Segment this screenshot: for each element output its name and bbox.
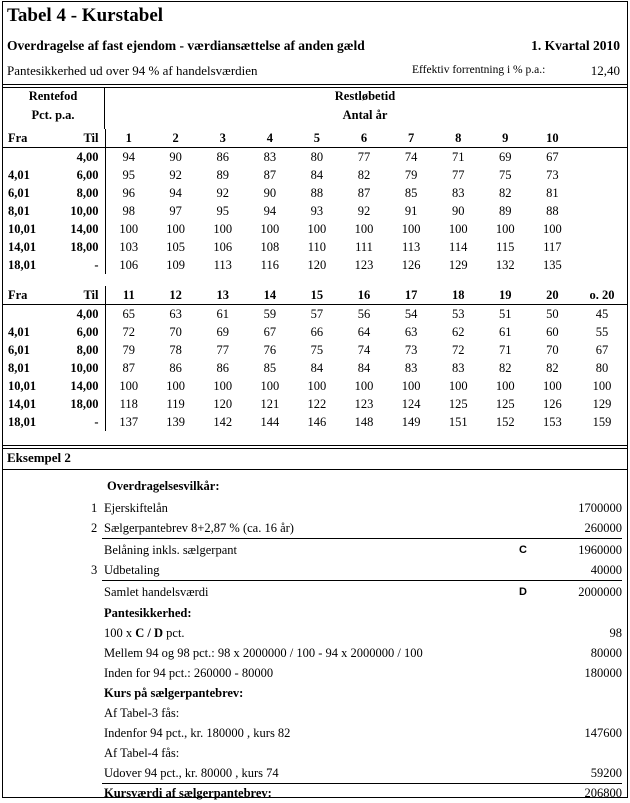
total-label: Kursværdi af sælgerpantebrev: bbox=[104, 786, 272, 800]
kurs-value-cell: 74 bbox=[404, 150, 418, 164]
period: 1. Kvartal 2010 bbox=[531, 38, 620, 53]
sum-line-1 bbox=[102, 538, 622, 539]
subtitle: Overdragelse af fast ejendom - værdiansættelse af anden gæld bbox=[7, 38, 365, 53]
belaning-mark: C bbox=[519, 544, 527, 556]
kurs-value-cell: 123 bbox=[354, 397, 374, 411]
table-row bbox=[2, 377, 628, 395]
kurs-value-cell: 86 bbox=[216, 361, 229, 375]
kurs-value-cell: 137 bbox=[119, 415, 139, 429]
kurs-value-cell: 89 bbox=[216, 168, 229, 182]
kurs-value-cell: 56 bbox=[357, 307, 371, 321]
table-row bbox=[2, 238, 628, 256]
security-text: Pantesikkerhed ud over 94 % af handelsværdien bbox=[7, 63, 258, 78]
col-header-year: 1 bbox=[105, 129, 152, 148]
item1-num: 1 bbox=[91, 501, 98, 515]
kurs-value-cell: 54 bbox=[404, 307, 418, 321]
kurs-value-cell: 126 bbox=[543, 397, 562, 411]
kurs-value-cell: 87 bbox=[122, 361, 136, 375]
kurs-value-cell: 61 bbox=[499, 325, 512, 339]
samlet-mark: D bbox=[519, 586, 527, 598]
kurs-value-cell: 53 bbox=[451, 307, 465, 321]
kurs-value-cell: 100 bbox=[448, 379, 468, 393]
kurs-value-cell: 64 bbox=[357, 325, 371, 339]
kurs-value-cell: 100 bbox=[307, 222, 327, 236]
kurs1-label: Af Tabel-3 fås: bbox=[104, 706, 180, 720]
table-column-header-row bbox=[2, 129, 628, 148]
item3-value: 40000 bbox=[590, 563, 622, 577]
kurs-value-cell: 72 bbox=[122, 325, 136, 339]
item2-value: 260000 bbox=[584, 521, 622, 535]
pct-label: Pct. p.a. bbox=[31, 108, 75, 122]
kurs-value-cell: 87 bbox=[357, 186, 371, 200]
rate-to: - bbox=[54, 413, 105, 431]
kurs-value-cell: 135 bbox=[543, 258, 562, 272]
table-row bbox=[2, 395, 628, 413]
rate-from bbox=[2, 148, 54, 167]
kurs-value-cell bbox=[576, 256, 628, 274]
col-header-year: 10 bbox=[529, 129, 576, 148]
item3-num: 3 bbox=[91, 563, 98, 577]
kurs-value-cell bbox=[576, 220, 628, 238]
kurs-value-cell: 116 bbox=[260, 258, 279, 272]
kurs-value-cell: 88 bbox=[310, 186, 324, 200]
col-header-year: 20 bbox=[529, 286, 576, 305]
col-header-year: 6 bbox=[340, 129, 387, 148]
kurs-value-cell: 77 bbox=[451, 168, 465, 182]
item1-value: 1700000 bbox=[578, 501, 622, 515]
kurs-value-cell: 125 bbox=[448, 397, 468, 411]
item2-label: Sælgerpantebrev 8+2,87 % (ca. 16 år) bbox=[104, 521, 294, 535]
col-header-til: Til bbox=[54, 129, 105, 148]
kurs-value-cell: 81 bbox=[546, 186, 559, 200]
table-row bbox=[2, 148, 628, 167]
kurs-value-cell: 74 bbox=[357, 343, 371, 357]
kurs-value-cell: 70 bbox=[546, 343, 559, 357]
kurstabel-table-1 bbox=[2, 129, 628, 274]
kurs-value-cell: 79 bbox=[404, 168, 418, 182]
kurs-value-cell: 119 bbox=[166, 397, 185, 411]
rate-to: 14,00 bbox=[54, 377, 105, 395]
kurs-value-cell bbox=[576, 238, 628, 256]
kurs-value-cell: 100 bbox=[592, 379, 612, 393]
kurs-value-cell: 100 bbox=[260, 379, 280, 393]
rate-to: 18,00 bbox=[54, 395, 105, 413]
kurs-value-cell: 61 bbox=[216, 307, 229, 321]
example-heading-divider bbox=[2, 469, 628, 470]
pant1-label-a: 100 x bbox=[104, 626, 136, 640]
samlet-label: Samlet handelsværdi bbox=[104, 585, 209, 599]
col-header-year: 11 bbox=[105, 286, 152, 305]
table-row bbox=[2, 359, 628, 377]
col-header-fra: Fra bbox=[2, 286, 54, 305]
kurs-value-cell: 120 bbox=[213, 397, 233, 411]
kurs-value-cell: 95 bbox=[216, 204, 229, 218]
rate-from: 18,01 bbox=[8, 258, 37, 272]
kurs-value-cell: 62 bbox=[451, 325, 465, 339]
kurs-value-cell: 76 bbox=[263, 343, 277, 357]
rate-from: 10,01 bbox=[8, 222, 37, 236]
interest-label: Effektiv forrentning i % p.a.: bbox=[412, 64, 546, 76]
page-title: Tabel 4 - Kurstabel bbox=[7, 5, 164, 26]
example-top-divider bbox=[2, 445, 628, 449]
kurs-value-cell: 144 bbox=[260, 415, 280, 429]
kurs-value-cell: 113 bbox=[401, 240, 421, 254]
kurs-value-cell: 117 bbox=[543, 240, 562, 254]
kurs-value-cell: 57 bbox=[310, 307, 324, 321]
kurs-value-cell: 100 bbox=[119, 222, 139, 236]
kurs-value-cell bbox=[576, 184, 628, 202]
restlobetid-label: Restløbetid bbox=[334, 89, 396, 103]
kurs-value-cell: 113 bbox=[213, 258, 232, 272]
kurs-value-cell: 153 bbox=[543, 415, 562, 429]
kurs-value-cell: 91 bbox=[404, 204, 418, 218]
kurs-value-cell: 90 bbox=[263, 186, 277, 200]
kurs-value-cell: 100 bbox=[401, 222, 421, 236]
kurs-value-cell: 67 bbox=[546, 150, 559, 164]
kurs-value-cell: 82 bbox=[499, 361, 512, 375]
kurs-value-cell: 129 bbox=[592, 397, 612, 411]
table-row bbox=[2, 202, 628, 220]
kurs-value-cell: 100 bbox=[495, 379, 515, 393]
kurs-value-cell: 63 bbox=[169, 307, 182, 321]
kurs-value-cell: 69 bbox=[216, 325, 229, 339]
interest-value: 12,40 bbox=[590, 63, 620, 78]
kurs-value-cell: 85 bbox=[263, 361, 277, 375]
kurs-value-cell: 86 bbox=[169, 361, 182, 375]
kurs-value-cell: 84 bbox=[310, 361, 324, 375]
kurs-value-cell: 87 bbox=[263, 168, 277, 182]
rate-from: 18,01 bbox=[8, 415, 37, 429]
kurs-value-cell: 115 bbox=[496, 240, 515, 254]
col-header-year: o. 20 bbox=[576, 286, 628, 305]
rate-to: 6,00 bbox=[54, 323, 105, 341]
sum-line-2 bbox=[102, 580, 622, 581]
kurs-value-cell: 55 bbox=[595, 325, 609, 339]
rate-to: 4,00 bbox=[54, 148, 105, 167]
kurs-value-cell: 106 bbox=[119, 258, 139, 272]
kurs-value-cell: 151 bbox=[448, 415, 468, 429]
kurs2-value: 147600 bbox=[584, 726, 622, 740]
kurs-value-cell: 122 bbox=[307, 397, 327, 411]
kurs-value-cell: 71 bbox=[499, 343, 512, 357]
kurs-value-cell: 90 bbox=[169, 150, 182, 164]
kurs-value-cell: 83 bbox=[404, 361, 418, 375]
col-header-year: 19 bbox=[482, 286, 529, 305]
rate-from: 14,01 bbox=[8, 240, 37, 254]
table-row bbox=[2, 323, 628, 341]
example-body bbox=[2, 471, 628, 800]
rentefod-label: Rentefod bbox=[28, 89, 78, 103]
table-2-wrap bbox=[2, 286, 628, 431]
kurs-value-cell: 73 bbox=[404, 343, 418, 357]
kurs-value-cell: 129 bbox=[448, 258, 468, 272]
kurs-value-cell: 94 bbox=[169, 186, 182, 200]
rate-from: 4,01 bbox=[8, 168, 30, 182]
pant1-value: 98 bbox=[609, 626, 622, 640]
kurs-value-cell: 92 bbox=[357, 204, 371, 218]
kurs-value-cell: 100 bbox=[354, 222, 374, 236]
kurs-value-cell: 83 bbox=[263, 150, 277, 164]
kurs-value-cell: 100 bbox=[354, 379, 374, 393]
kurs-value-cell: 98 bbox=[122, 204, 136, 218]
kurs-value-cell: 118 bbox=[119, 397, 138, 411]
pant-heading: Pantesikkerhed: bbox=[104, 606, 192, 620]
item2-num: 2 bbox=[91, 521, 98, 535]
kurs-value-cell: 92 bbox=[169, 168, 182, 182]
kurs-value-cell: 142 bbox=[213, 415, 233, 429]
kurs-value-cell: 132 bbox=[495, 258, 515, 272]
kurs-value-cell: 120 bbox=[307, 258, 327, 272]
rate-to: 8,00 bbox=[54, 184, 105, 202]
col-header-year: 16 bbox=[340, 286, 387, 305]
table-row bbox=[2, 305, 628, 324]
antal-aar-label: Antal år bbox=[342, 108, 388, 122]
col-header-year: 9 bbox=[482, 129, 529, 148]
item3-label: Udbetaling bbox=[104, 563, 160, 577]
col-header-year: 12 bbox=[152, 286, 199, 305]
kurs-value-cell: 121 bbox=[260, 397, 280, 411]
kurs-value-cell: 103 bbox=[119, 240, 139, 254]
kurs2-label: Indenfor 94 pct., kr. 180000 , kurs 82 bbox=[104, 726, 291, 740]
col-header-til: Til bbox=[54, 286, 105, 305]
col-header-year: 17 bbox=[388, 286, 435, 305]
pant1-label-b: C / D bbox=[135, 626, 164, 640]
kurs-value-cell: 95 bbox=[122, 168, 136, 182]
kurs-value-cell: 65 bbox=[122, 307, 136, 321]
rate-from: 14,01 bbox=[8, 397, 37, 411]
table-row bbox=[2, 220, 628, 238]
belaning-label: Belåning inkls. sælgerpant bbox=[104, 543, 237, 557]
kurs-value-cell: 66 bbox=[310, 325, 324, 339]
table-header bbox=[2, 88, 628, 129]
kurs-value-cell bbox=[576, 202, 628, 220]
col-header-year: 13 bbox=[199, 286, 246, 305]
kurs-value-cell: 100 bbox=[401, 379, 421, 393]
kurs-value-cell: 146 bbox=[307, 415, 327, 429]
kurs-value-cell: 100 bbox=[119, 379, 139, 393]
belaning-value: 1960000 bbox=[578, 543, 622, 557]
rate-from: 4,01 bbox=[8, 325, 30, 339]
kurs-value-cell: 100 bbox=[495, 222, 515, 236]
kurs-value-cell bbox=[576, 166, 628, 184]
rate-to: 18,00 bbox=[54, 238, 105, 256]
kurs-value-cell: 80 bbox=[310, 150, 324, 164]
kurs4-value: 59200 bbox=[590, 766, 622, 780]
kurs-value-cell: 82 bbox=[546, 361, 559, 375]
kurs3-label: Af Tabel-4 fås: bbox=[104, 746, 180, 760]
kurs-value-cell: 59 bbox=[263, 307, 277, 321]
kurs-value-cell: 90 bbox=[451, 204, 465, 218]
kurs-value-cell: 85 bbox=[404, 186, 418, 200]
kurs-value-cell: 92 bbox=[216, 186, 229, 200]
kurs-value-cell: 100 bbox=[166, 222, 186, 236]
col-header-fra: Fra bbox=[2, 129, 54, 148]
kurs-value-cell: 124 bbox=[401, 397, 421, 411]
total-value: 206800 bbox=[584, 786, 622, 800]
kurs-value-cell: 83 bbox=[451, 186, 465, 200]
kurs-value-cell: 67 bbox=[595, 343, 609, 357]
kurs-value-cell: 82 bbox=[499, 186, 512, 200]
col-header-year: 14 bbox=[246, 286, 293, 305]
rate-from: 10,01 bbox=[8, 379, 37, 393]
conditions-heading: Overdragelsesvilkår: bbox=[107, 479, 220, 493]
kurs-value-cell: 100 bbox=[307, 379, 327, 393]
rate-to: 8,00 bbox=[54, 341, 105, 359]
kurstabel-table-2 bbox=[2, 286, 628, 431]
kurs-value-cell: 86 bbox=[216, 150, 229, 164]
rate-from bbox=[2, 305, 54, 324]
kurs-value-cell: 100 bbox=[448, 222, 468, 236]
kurs-value-cell: 63 bbox=[404, 325, 418, 339]
kurs-value-cell: 60 bbox=[546, 325, 559, 339]
kurs-value-cell: 97 bbox=[169, 204, 182, 218]
rate-to: 14,00 bbox=[54, 220, 105, 238]
kurs-value-cell: 159 bbox=[592, 415, 612, 429]
kurs-value-cell: 50 bbox=[546, 307, 559, 321]
kurs-value-cell: 70 bbox=[169, 325, 182, 339]
kurs-value-cell: 114 bbox=[449, 240, 468, 254]
rate-to: 4,00 bbox=[54, 305, 105, 324]
kurs-value-cell: 125 bbox=[495, 397, 515, 411]
col-header-year: 8 bbox=[435, 129, 482, 148]
kurs4-label: Udover 94 pct., kr. 80000 , kurs 74 bbox=[104, 766, 279, 780]
kurs-value-cell: 100 bbox=[260, 222, 280, 236]
kurs-value-cell: 89 bbox=[499, 204, 512, 218]
kurs-value-cell: 75 bbox=[310, 343, 324, 357]
kurs-value-cell: 51 bbox=[499, 307, 512, 321]
table-1-wrap bbox=[2, 129, 628, 274]
kurs-value-cell: 80 bbox=[595, 361, 609, 375]
table-row bbox=[2, 341, 628, 359]
col-header-year: 18 bbox=[435, 286, 482, 305]
kurs-value-cell: 96 bbox=[122, 186, 136, 200]
kurs-value-cell: 100 bbox=[213, 222, 233, 236]
kurs-value-cell: 82 bbox=[357, 168, 371, 182]
kurs-value-cell: 84 bbox=[310, 168, 324, 182]
kurs-value-cell: 72 bbox=[451, 343, 465, 357]
pant3-label: Inden for 94 pct.: 260000 - 80000 bbox=[104, 666, 274, 680]
kurs-value-cell: 109 bbox=[166, 258, 186, 272]
kurs-value-cell: 139 bbox=[166, 415, 186, 429]
item1-label: Ejerskiftelån bbox=[104, 501, 168, 515]
table-column-header-row bbox=[2, 286, 628, 305]
kurs-value-cell bbox=[576, 148, 628, 167]
kurs-value-cell: 94 bbox=[122, 150, 136, 164]
kurs-value-cell: 93 bbox=[310, 204, 324, 218]
pant2-label: Mellem 94 og 98 pct.: 98 x 2000000 / 100 - 94 x 2000000 / 100 bbox=[104, 646, 423, 660]
kurs-value-cell: 106 bbox=[213, 240, 233, 254]
col-header-year: 3 bbox=[199, 129, 246, 148]
kurs-value-cell: 71 bbox=[451, 150, 465, 164]
rate-from: 6,01 bbox=[8, 186, 30, 200]
kurs-value-cell: 110 bbox=[307, 240, 327, 254]
rate-to: 10,00 bbox=[54, 202, 105, 220]
kurs-value-cell: 123 bbox=[354, 258, 374, 272]
pant2-value: 80000 bbox=[590, 646, 622, 660]
kurs-value-cell: 100 bbox=[213, 379, 233, 393]
rate-to: 10,00 bbox=[54, 359, 105, 377]
col-header-year: 7 bbox=[388, 129, 435, 148]
kurs-value-cell: 77 bbox=[216, 343, 229, 357]
pant1-label-c: pct. bbox=[163, 626, 185, 640]
pant3-value: 180000 bbox=[584, 666, 622, 680]
kurs-value-cell: 78 bbox=[169, 343, 182, 357]
kurs-value-cell: 100 bbox=[166, 379, 186, 393]
col-header-year: 15 bbox=[293, 286, 340, 305]
rate-from: 8,01 bbox=[8, 361, 30, 375]
col-header-year: 4 bbox=[246, 129, 293, 148]
kurs-value-cell: 45 bbox=[595, 307, 609, 321]
kurs-value-cell: 83 bbox=[451, 361, 465, 375]
col-header-year bbox=[576, 129, 628, 148]
kurs-value-cell: 111 bbox=[355, 240, 373, 254]
pant1-label bbox=[104, 623, 185, 643]
kurs-value-cell: 152 bbox=[495, 415, 515, 429]
kurs-heading: Kurs på sælgerpantebrev: bbox=[104, 686, 244, 700]
rate-from: 6,01 bbox=[8, 343, 30, 357]
table-row bbox=[2, 184, 628, 202]
kurs-value-cell: 75 bbox=[499, 168, 512, 182]
table-row bbox=[2, 166, 628, 184]
col-header-year: 2 bbox=[152, 129, 199, 148]
col-header-year: 5 bbox=[293, 129, 340, 148]
rate-from: 8,01 bbox=[8, 204, 30, 218]
kurs-value-cell: 79 bbox=[122, 343, 136, 357]
kurs-value-cell: 126 bbox=[401, 258, 421, 272]
kurs-value-cell: 94 bbox=[263, 204, 277, 218]
table-row bbox=[2, 256, 628, 274]
rate-to: - bbox=[54, 256, 105, 274]
rate-to: 6,00 bbox=[54, 166, 105, 184]
kurs-value-cell: 77 bbox=[357, 150, 371, 164]
kurstabel-page bbox=[2, 1, 628, 798]
kurs-value-cell: 100 bbox=[543, 222, 562, 236]
samlet-value: 2000000 bbox=[578, 585, 622, 599]
kurs-value-cell: 148 bbox=[354, 415, 374, 429]
kurs-value-cell: 84 bbox=[357, 361, 371, 375]
kurs-value-cell: 149 bbox=[401, 415, 421, 429]
kurs-value-cell: 67 bbox=[263, 325, 277, 339]
kurs-value-cell: 73 bbox=[546, 168, 559, 182]
kurs-value-cell: 108 bbox=[260, 240, 280, 254]
kurs-value-cell: 88 bbox=[546, 204, 559, 218]
kurs-value-cell: 100 bbox=[543, 379, 562, 393]
kurs-value-cell: 105 bbox=[166, 240, 186, 254]
kurs-value-cell: 69 bbox=[499, 150, 512, 164]
example-heading: Eksempel 2 bbox=[7, 450, 71, 465]
table-row bbox=[2, 413, 628, 431]
